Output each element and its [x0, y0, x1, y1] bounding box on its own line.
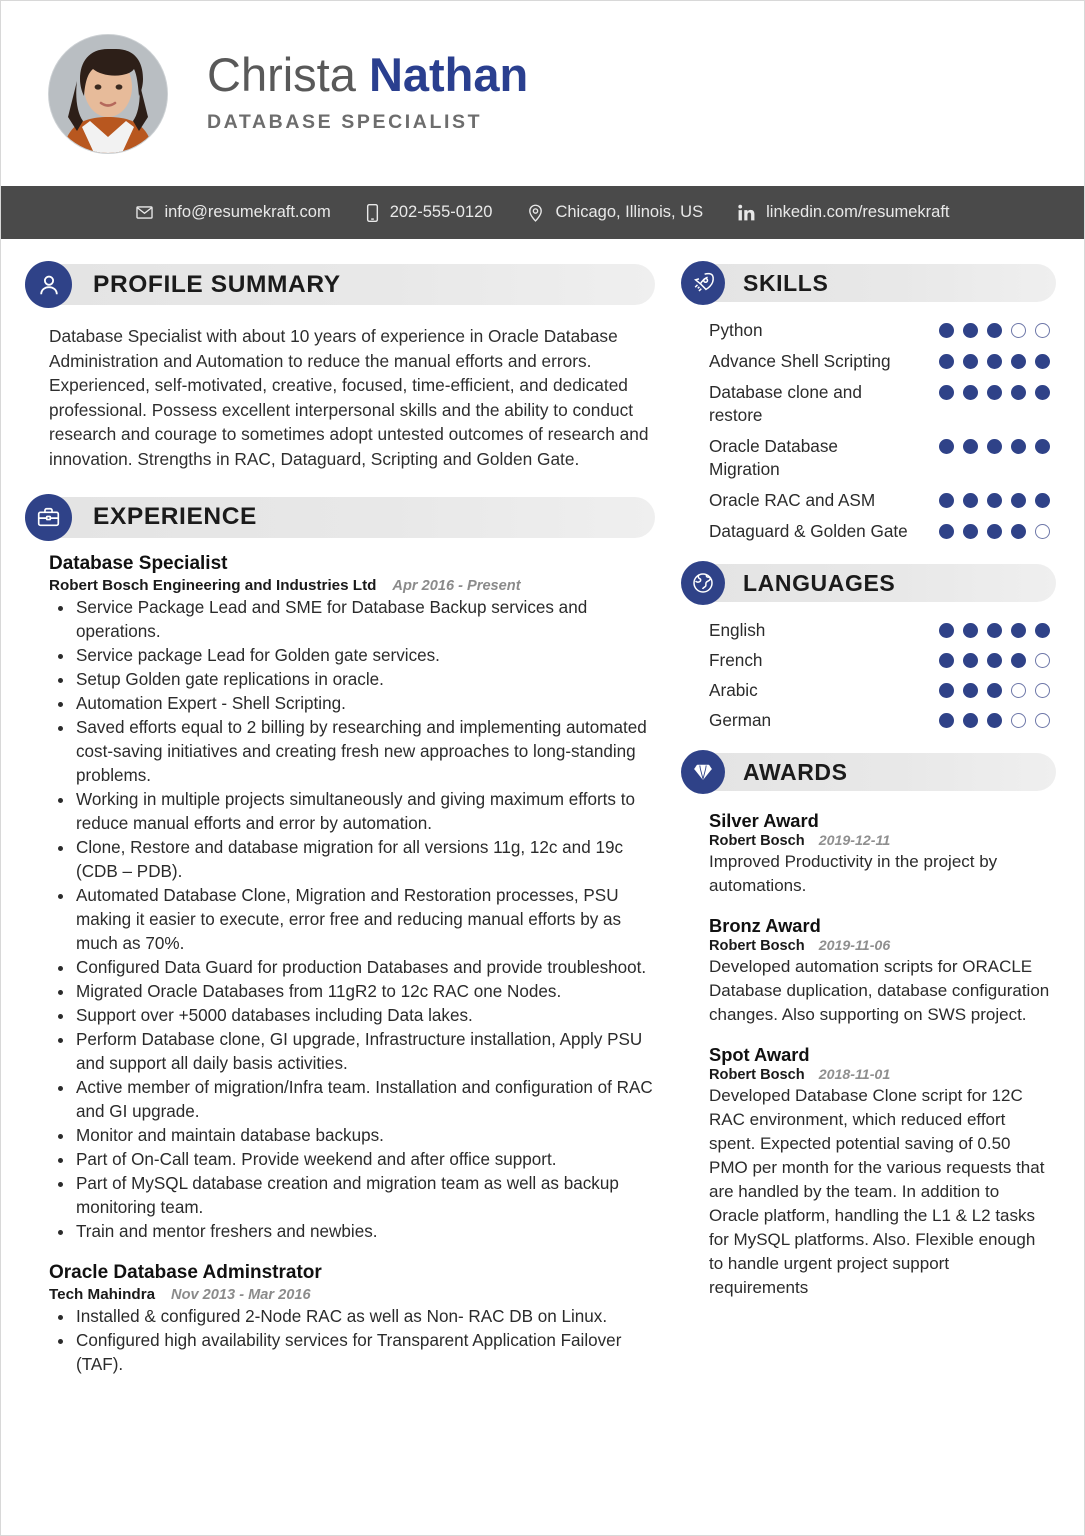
- section-awards-header: [681, 750, 1056, 794]
- job-bullet: Working in multiple projects simultaneously and giving maximum efforts to reduce manual efforts and error by automation.: [49, 788, 655, 836]
- languages-badge: [681, 561, 725, 605]
- rating-dot-filled: [1011, 524, 1026, 539]
- mobile-phone-icon: [365, 203, 380, 223]
- job-bullet: Migrated Oracle Databases from 11gR2 to 12c RAC one Nodes.: [49, 980, 655, 1004]
- award-description: Developed Database Clone script for 12C RAC environment, which reduced effort spent. Expected potential saving of 0.50 PMO per month for the various requests that are handled by the team. In addition to Oracle platform, handling the L1 & L2 tasks for MySQL platforms. Also. Flexible enough to handle urgent project support requirements: [709, 1086, 1045, 1297]
- rating-dots: [939, 435, 1050, 454]
- language-row: [709, 649, 1050, 672]
- award-description: Improved Productivity in the project by automations.: [709, 852, 998, 895]
- job-meta: [49, 577, 655, 594]
- contact-phone-text: 202-555-0120: [389, 203, 493, 221]
- rating-dot-filled: [939, 493, 954, 508]
- job-bullet: Saved efforts equal to 2 billing by researching and implementing automated cost-saving initiatives and creating fresh new approaches to long-standing problems.: [49, 716, 655, 788]
- rating-dot-empty: [1011, 713, 1026, 728]
- job-bullet-list: [49, 596, 655, 1244]
- rating-dot-filled: [963, 439, 978, 454]
- job-dates: Nov 2013 - Mar 2016: [171, 1286, 311, 1303]
- skill-label: Advance Shell Scripting: [709, 351, 891, 371]
- rating-dot-filled: [963, 623, 978, 638]
- portrait-photo-icon: [49, 35, 167, 153]
- skill-row: [709, 435, 1050, 481]
- rating-dots: [939, 319, 1050, 338]
- resume-header: [1, 1, 1084, 186]
- section-languages-header: [681, 561, 1056, 605]
- rating-dot-filled: [987, 323, 1002, 338]
- rating-dot-filled: [1011, 653, 1026, 668]
- rating-dot-filled: [987, 683, 1002, 698]
- rating-dot-filled: [963, 323, 978, 338]
- skill-label: Oracle Database Migration: [709, 436, 838, 479]
- rating-dot-filled: [939, 653, 954, 668]
- award-item: [709, 915, 1052, 1027]
- job-bullet: Perform Database clone, GI upgrade, Infrastructure installation, Apply PSU and support all daily basis activities.: [49, 1028, 655, 1076]
- rating-dot-filled: [963, 713, 978, 728]
- contact-linkedin[interactable]: [737, 203, 949, 222]
- job-dates: Apr 2016 - Present: [392, 577, 521, 594]
- skill-label: Oracle RAC and ASM: [709, 490, 876, 510]
- job-bullet: Automated Database Clone, Migration and Restoration processes, PSU making it easier to execute, error free and reducing manual efforts by as much as 70%.: [49, 884, 655, 956]
- rating-dot-filled: [987, 354, 1002, 369]
- profile-summary-text: Database Specialist with about 10 years of experience in Oracle Database Administration and Automation to reduce the manual efforts and errors. Experienced, self-motivated, creative, focused, time-efficient, and dedicated professional. Possess excellent interpersonal skills and the ability to conduct research and courage to sometimes adopt untested outcomes of research and innovation. Strengths in RAC, Dataguard, Scripting and Golden Gate.: [49, 326, 649, 469]
- job-role: Oracle Database Adminstrator: [49, 1261, 322, 1283]
- contact-linkedin-text: linkedin.com/resumekraft: [766, 203, 950, 221]
- skills-badge: [681, 261, 725, 305]
- rating-dot-filled: [1035, 354, 1050, 369]
- rating-dot-empty: [1035, 524, 1050, 539]
- award-title: Bronz Award: [709, 915, 821, 936]
- rating-dot-filled: [987, 439, 1002, 454]
- contact-location-text: Chicago, Illinois, US: [555, 203, 704, 221]
- rating-dot-filled: [1035, 623, 1050, 638]
- job-bullet: Part of MySQL database creation and migration team as well as backup monitoring team.: [49, 1172, 655, 1220]
- skills-heading: SKILLS: [743, 269, 829, 296]
- language-row: [709, 619, 1050, 642]
- job-title: DATABASE SPECIALIST: [207, 111, 483, 133]
- rating-dot-filled: [939, 439, 954, 454]
- award-title: Spot Award: [709, 1044, 810, 1065]
- avatar: [49, 35, 167, 153]
- full-name: [207, 47, 528, 103]
- skill-label: Database clone and restore: [709, 382, 862, 425]
- rating-dot-filled: [1035, 385, 1050, 400]
- name-block: [207, 47, 528, 140]
- job-bullet-list: [49, 1305, 655, 1377]
- job-bullet: Service package Lead for Golden gate services.: [49, 644, 655, 668]
- contact-phone[interactable]: [365, 203, 493, 223]
- globe-icon: [691, 571, 715, 595]
- rating-dot-filled: [963, 683, 978, 698]
- award-org: Robert Bosch: [709, 1067, 805, 1083]
- experience-entry: [25, 551, 655, 1244]
- contact-bar: [1, 186, 1084, 239]
- rating-dot-filled: [939, 524, 954, 539]
- rating-dots: [939, 489, 1050, 508]
- rating-dot-filled: [1035, 439, 1050, 454]
- job-bullet: Active member of migration/Infra team. Installation and configuration of RAC and GI upgrade.: [49, 1076, 655, 1124]
- rating-dot-filled: [939, 385, 954, 400]
- job-bullet: Service Package Lead and SME for Database Backup services and operations.: [49, 596, 655, 644]
- skill-row: [709, 520, 1050, 543]
- contact-location[interactable]: [526, 203, 703, 223]
- rating-dot-filled: [939, 683, 954, 698]
- award-date: 2018-11-01: [818, 1067, 891, 1083]
- briefcase-icon: [36, 505, 61, 530]
- rating-dot-filled: [987, 385, 1002, 400]
- award-org: Robert Bosch: [709, 938, 805, 954]
- award-item: [709, 810, 1052, 898]
- award-title: Silver Award: [709, 810, 819, 831]
- section-skills-header: [681, 261, 1056, 305]
- profile-summary-heading: PROFILE SUMMARY: [93, 270, 341, 298]
- skill-row: [709, 319, 1050, 342]
- rating-dots: [939, 381, 1050, 400]
- envelope-icon: [135, 203, 154, 222]
- rating-dot-empty: [1035, 683, 1050, 698]
- rating-dot-empty: [1035, 323, 1050, 338]
- job-role: Database Specialist: [49, 552, 228, 574]
- job-bullet: Monitor and maintain database backups.: [49, 1124, 655, 1148]
- languages-list: [681, 615, 1056, 732]
- rating-dot-filled: [1035, 493, 1050, 508]
- rating-dot-filled: [963, 493, 978, 508]
- awards-list: [681, 804, 1056, 1300]
- job-bullet: Configured Data Guard for production Databases and provide troubleshoot.: [49, 956, 655, 980]
- rating-dot-filled: [963, 524, 978, 539]
- skill-row: [709, 381, 1050, 427]
- experience-entry: [25, 1260, 655, 1377]
- rating-dot-filled: [939, 323, 954, 338]
- skill-row: [709, 489, 1050, 512]
- job-company: Robert Bosch Engineering and Industries Ltd: [49, 576, 377, 594]
- award-meta: [709, 833, 1052, 849]
- job-company: Tech Mahindra: [49, 1285, 156, 1303]
- rating-dot-filled: [1011, 354, 1026, 369]
- rating-dot-filled: [1011, 493, 1026, 508]
- job-bullet: Configured high availability services for Transparent Application Failover (TAF).: [49, 1329, 655, 1377]
- award-org: Robert Bosch: [709, 833, 805, 849]
- language-row: [709, 709, 1050, 732]
- award-meta: [709, 938, 1052, 954]
- award-item: [709, 1044, 1052, 1300]
- job-bullet: Train and mentor freshers and newbies.: [49, 1220, 655, 1244]
- rating-dot-filled: [963, 653, 978, 668]
- rating-dot-filled: [939, 713, 954, 728]
- rating-dot-filled: [939, 623, 954, 638]
- rating-dots: [939, 649, 1050, 668]
- experience-badge: [25, 494, 72, 541]
- rating-dot-empty: [1011, 683, 1026, 698]
- language-row: [709, 679, 1050, 702]
- rating-dots: [939, 709, 1050, 728]
- rating-dots: [939, 619, 1050, 638]
- rating-dot-filled: [987, 713, 1002, 728]
- first-name: Christa: [207, 48, 356, 101]
- awards-heading: AWARDS: [743, 758, 848, 785]
- skill-label: Python: [709, 320, 763, 340]
- rating-dot-filled: [1011, 385, 1026, 400]
- last-name: Nathan: [368, 48, 529, 101]
- award-meta: [709, 1067, 1052, 1083]
- diamond-icon: [691, 761, 715, 783]
- section-profile-summary-header: [25, 261, 655, 308]
- skill-row: [709, 350, 1050, 373]
- rating-dot-filled: [987, 653, 1002, 668]
- awards-badge: [681, 750, 725, 794]
- language-label: Arabic: [709, 680, 758, 700]
- job-bullet: Automation Expert - Shell Scripting.: [49, 692, 655, 716]
- rating-dot-empty: [1011, 323, 1026, 338]
- skills-list: [681, 315, 1056, 543]
- award-date: 2019-12-11: [818, 833, 891, 849]
- rating-dot-filled: [1011, 623, 1026, 638]
- languages-heading: LANGUAGES: [743, 569, 896, 596]
- person-icon: [36, 272, 62, 298]
- rating-dots: [939, 520, 1050, 539]
- skill-label: Dataguard & Golden Gate: [709, 521, 908, 541]
- rating-dot-filled: [939, 354, 954, 369]
- right-column: [681, 261, 1056, 1377]
- rating-dots: [939, 679, 1050, 698]
- language-label: French: [709, 650, 763, 670]
- contact-email-text: info@resumekraft.com: [164, 203, 331, 221]
- rating-dot-filled: [987, 493, 1002, 508]
- language-label: English: [709, 620, 766, 640]
- section-experience-header: [25, 494, 655, 541]
- language-label: German: [709, 710, 772, 730]
- rating-dot-filled: [1011, 439, 1026, 454]
- rating-dot-filled: [987, 524, 1002, 539]
- resume-body: [1, 239, 1084, 1377]
- rocket-icon: [691, 271, 715, 295]
- award-description: Developed automation scripts for ORACLE Database duplication, database configuration changes. Also supporting on SWS project.: [709, 957, 1050, 1024]
- experience-heading: EXPERIENCE: [93, 503, 257, 531]
- rating-dot-filled: [963, 385, 978, 400]
- job-meta: [49, 1286, 655, 1303]
- job-bullet: Installed & configured 2-Node RAC as well as Non- RAC DB on Linux.: [49, 1305, 655, 1329]
- rating-dot-empty: [1035, 713, 1050, 728]
- rating-dot-filled: [963, 354, 978, 369]
- job-bullet: Setup Golden gate replications in oracle.: [49, 668, 655, 692]
- award-date: 2019-11-06: [818, 938, 891, 954]
- location-pin-icon: [526, 203, 545, 223]
- linkedin-icon: [737, 203, 756, 222]
- rating-dot-filled: [987, 623, 1002, 638]
- profile-summary-badge: [25, 261, 72, 308]
- job-bullet: Part of On-Call team. Provide weekend and after office support.: [49, 1148, 655, 1172]
- contact-email[interactable]: [135, 203, 330, 222]
- job-bullet: Clone, Restore and database migration for all versions 11g, 12c and 19c (CDB – PDB).: [49, 836, 655, 884]
- job-bullet: Support over +5000 databases including Data lakes.: [49, 1004, 655, 1028]
- rating-dot-empty: [1035, 653, 1050, 668]
- left-column: [25, 261, 655, 1377]
- rating-dots: [939, 350, 1050, 369]
